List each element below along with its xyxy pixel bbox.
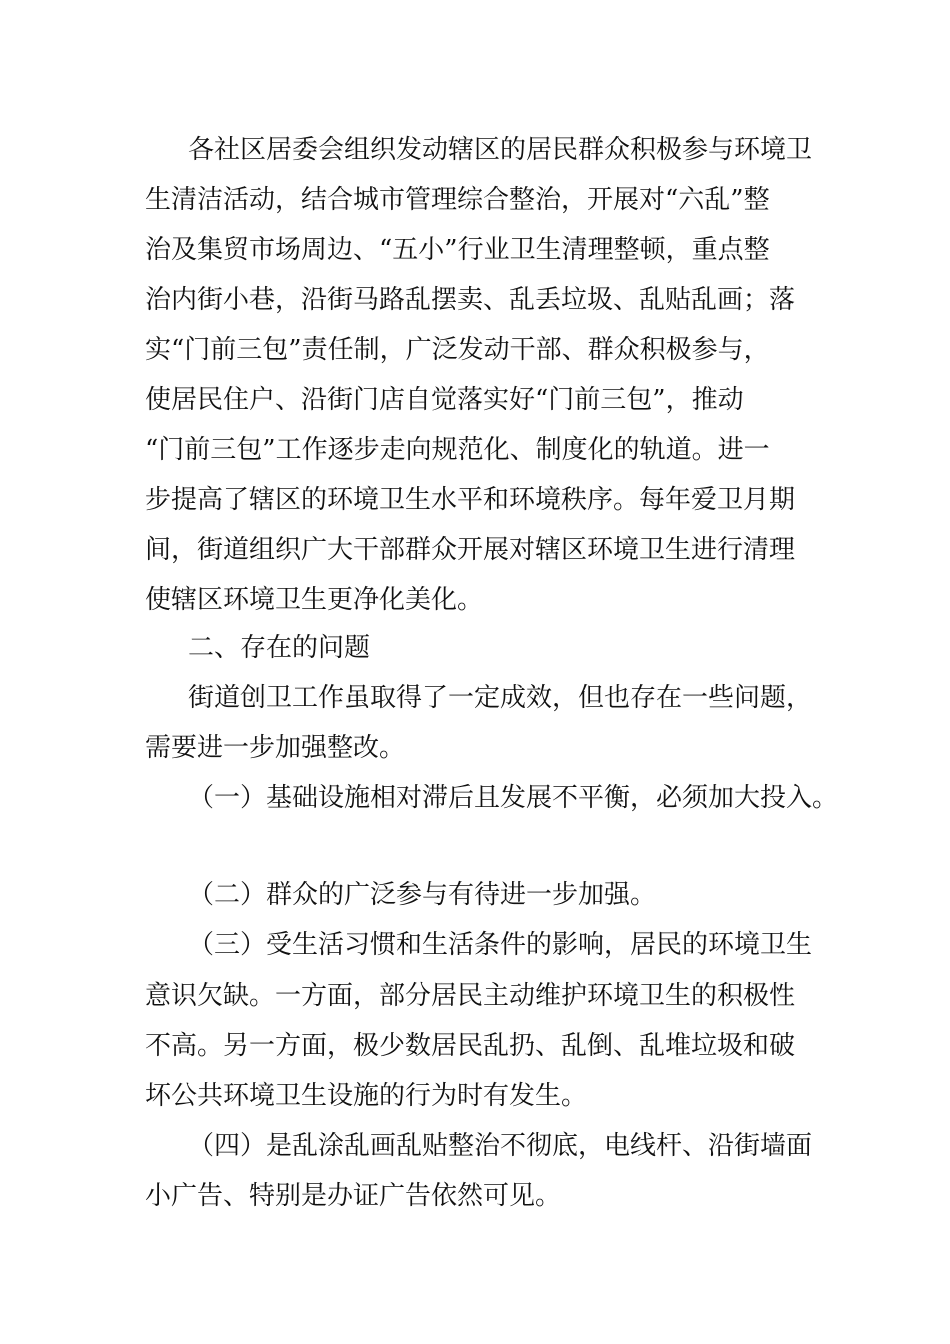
text-line: 生清洁活动，结合城市管理综合整治，开展对“六乱”整 [145,185,770,215]
text-line: 意识欠缺。一方面，部分居民主动维护环境卫生的积极性 [145,981,796,1011]
text-line: 不高。另一方面，极少数居民乱扔、乱倒、乱堆垃圾和破 [145,1031,796,1061]
text-line: “门前三包”工作逐步走向规范化、制度化的轨道。进一 [145,435,770,465]
text-line: 治及集贸市场周边、“五小”行业卫生清理整顿，重点整 [145,235,770,265]
text-line: 使辖区环境卫生更净化美化。 [145,585,484,615]
list-item-2: （二）群众的广泛参与有待进一步加强。 [188,880,657,910]
text-line: （三）受生活习惯和生活条件的影响，居民的环境卫生 [188,930,813,960]
text-line: 实“门前三包”责任制，广泛发动干部、群众积极参与， [145,335,770,365]
text-line: 治内街小巷，沿街马路乱摆卖、乱丢垃圾、乱贴乱画；落 [145,285,796,315]
text-line: 各社区居委会组织发动辖区的居民群众积极参与环境卫 [188,135,813,165]
text-line: 小广告、特别是办证广告依然可见。 [145,1181,562,1211]
text-line: 间，街道组织广大干部群众开展对辖区环境卫生进行清理 [145,535,796,565]
text-line: 街道创卫工作虽取得了一定成效，但也存在一些问题， [188,683,813,713]
text-line: （四）是乱涂乱画乱贴整治不彻底，电线杆、沿街墙面 [188,1131,813,1161]
list-item-1: （一）基础设施相对滞后且发展不平衡，必须加大投入。 [188,783,839,813]
text-line: 步提高了辖区的环境卫生水平和环境秩序。每年爱卫月期 [145,485,796,515]
text-line: 使居民住户、沿街门店自觉落实好“门前三包”，推动 [145,385,744,415]
text-line: 需要进一步加强整改。 [145,733,406,763]
text-line: 坏公共环境卫生设施的行为时有发生。 [145,1081,588,1111]
section-heading: 二、存在的问题 [188,633,371,663]
